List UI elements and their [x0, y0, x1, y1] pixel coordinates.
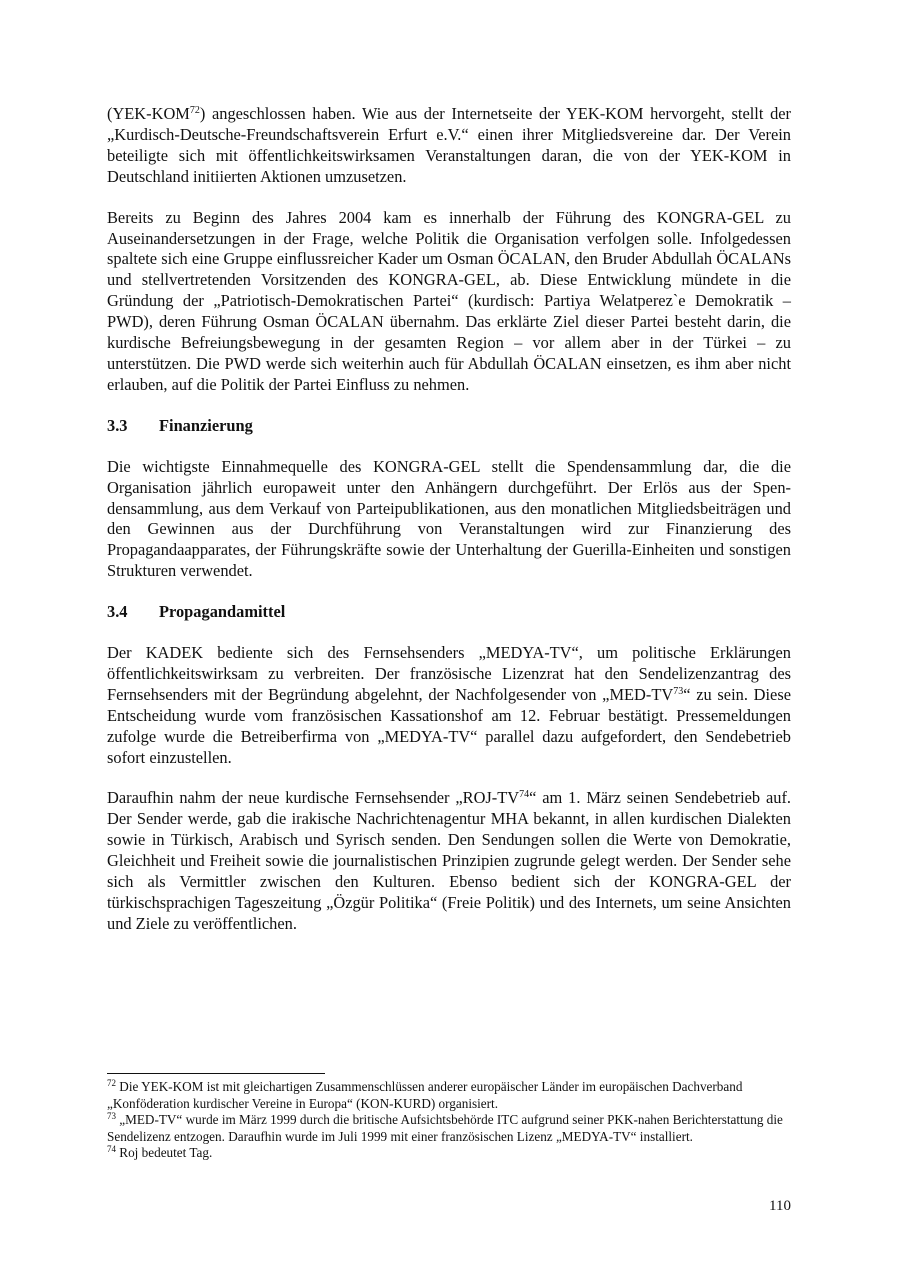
paragraph-text: Daraufhin nahm der neue kurdische Fernsehsender „ROJ-TV [107, 788, 520, 808]
footnote-text: Roj bedeutet Tag. [116, 1145, 213, 1160]
paragraph-yek-kom [107, 104, 791, 188]
section-number: 3.4 [107, 602, 128, 622]
footnote-number: 74 [107, 1144, 116, 1154]
paragraph-text: “ zu sein. Diese Entscheidung wurde vom französischen Kassationshof am 12. Februar bestätigt. Pressemeldungen zufolge wurde die Betreiberfirma von „MEDYA-TV“ parallel dazu aufgefordert, den Sendebetrieb sofort einzustellen. [107, 684, 791, 767]
footnote-text: Die YEK-KOM ist mit gleichartigen Zusammenschlüssen anderer europäischer Länder im europäischen Dachverband „Konföderation kurdischer Vereine in Europa“ (KON-KURD) organisiert. [107, 1079, 743, 1111]
paragraph-roj-tv [107, 788, 791, 934]
paragraph-finanzierung: Die wichtigste Einnahmequelle des KONGRA-GEL stellt die Spendensammlung dar, die die Organisation jährlich europaweit unter den Anhängern durchgeführt. Der Erlös aus der Spendensammlung, aus dem Verkauf von Parteipublikationen, aus den monatlichen Mitgliedsbeiträgen und den Gewinnen aus der Durchführung von Veranstaltungen wird zur Finanzierung des Propagandaapparates, der Führungskräfte sowie der Unterhaltung der Guerilla-Einheiten und sonstigen Strukturen verwendet. [107, 456, 791, 581]
footnote-number: 73 [107, 1111, 116, 1121]
footnote-72 [107, 1079, 791, 1112]
footnote-text: „MED-TV“ wurde im März 1999 durch die britische Aufsichtsbehörde ITC aufgrund seiner PKK-nahen Berichterstattung die Sendelizenz entzogen. Daraufhin wurde im Juli 1999 mit einer französischen Lizenz „MEDYA-TV“ installiert. [107, 1112, 783, 1144]
footnote-divider [107, 1073, 325, 1074]
section-title: Propagandamittel [159, 602, 286, 622]
section-heading-propagandamittel [107, 602, 791, 623]
page-body [107, 104, 791, 955]
footnote-ref-72[interactable]: 72 [189, 105, 200, 116]
section-heading-finanzierung [107, 416, 791, 437]
paragraph-medya-tv [107, 643, 791, 768]
paragraph-text: ) angeschlossen haben. Wie aus der Internetseite der YEK-KOM hervorgeht, stellt der „Kurdisch-Deutsche-Freundschaftsverein Erfurt e.V.“ einen ihrer Mitgliedsvereine dar. Der Verein beteiligte sich mit öffentlichkeitswirksamen Veranstaltungen daran, die von der YEK-KOM in Deutschland initiierten Aktionen umzusetzen. [107, 104, 791, 186]
footnote-ref-73[interactable]: 73 [673, 685, 684, 697]
page-number: 110 [769, 1198, 791, 1214]
paragraph-kongra-gel-split: Bereits zu Beginn des Jahres 2004 kam es innerhalb der Führung des KONGRA-GEL zu Auseinandersetzungen in der Frage, welche Politik die Organisation verfolgen solle. Infolgedessen spaltete sich eine Gruppe einflussreicher Kader um Osman ÖCALAN, den Bruder Abdullah ÖCALANs und stellvertretenden Vorsitzenden des KONGRA-GEL, ab. Diese Entwicklung mündete in die Gründung der „Patriotisch-Demokratischen Partei“ (kurdisch: Partiya Welatperez`e Demokratik – PWD), deren Führung Osman ÖCALAN übernahm. Das erklärte Ziel dieser Partei besteht darin, die kurdische Befreiungsbewegung in der gesamten Region – vor allem aber in der Türkei – zu unterstützen. Die PWD werde sich weiterhin auch für Abdullah ÖCALAN einsetzen, es ihm aber nicht erlauben, auf die Politik der Partei Einfluss zu nehmen. [107, 207, 791, 394]
footnote-73 [107, 1112, 791, 1145]
footnotes [107, 1079, 791, 1162]
section-title: Finanzierung [159, 415, 253, 435]
footnote-number: 72 [107, 1078, 116, 1088]
footnote-ref-74[interactable]: 74 [519, 789, 530, 801]
paragraph-text: “ am 1. März seinen Sendebetrieb auf. Der Sender werde, gab die irakische Nachrichtenagentur MHA bekannt, in allen kurdischen Dialekten sowie in Türkisch, Arabisch und Syrisch senden. Den Sendungen sollen die Werte von Demokratie, Gleichheit und Freiheit sowie die journalistischen Prinzipien zugrunde gelegt werden. Der Sender sehe sich als Vermittler zwischen den Kulturen. Ebenso bedient sich der KONGRA-GEL der türkischsprachigen Tageszeitung „Özgür Politika“ (Freie Politik) und des Internets, um seine Ansichten und Ziele zu veröffentlichen. [107, 788, 791, 933]
footnote-74 [107, 1145, 791, 1162]
paragraph-text: Der KADEK bediente sich des Fernsehsenders „MEDYA-TV“, um politische Erklärungen öffentlichkeitswirksam zu verbreiten. Der französische Lizenzrat hat den Sendelizenzantrag des Fernsehsenders mit der Begründung abgelehnt, der Nachfolgesender von „MED-TV [107, 643, 791, 704]
paragraph-text: (YEK-KOM [107, 104, 190, 123]
section-number: 3.3 [107, 415, 128, 435]
